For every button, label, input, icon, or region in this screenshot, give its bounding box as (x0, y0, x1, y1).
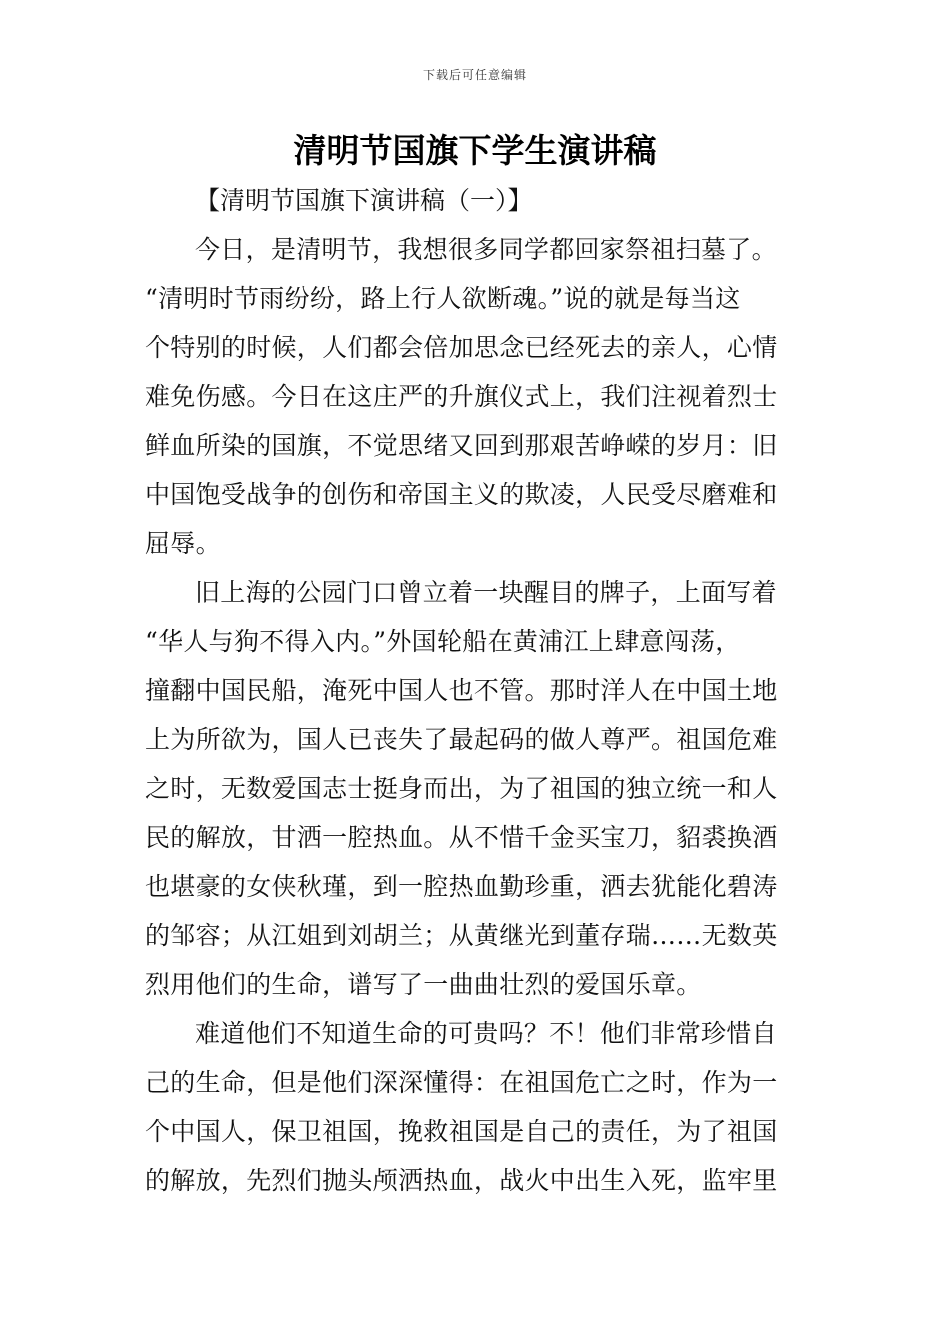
paragraph-3: 难道他们不知道生命的可贵吗？不！他们非常珍惜自 己的生命，但是他们深深懂得：在祖国危亡之时，作为一 个中国人，保卫祖国，挽救祖国是自己的责任，为了祖国 的解放，先烈们抛头颅洒热血，战火中出生入死，监牢里 (145, 1019, 778, 1195)
document-title: 清明节国旗下学生演讲稿 (293, 131, 657, 170)
paragraph-1: 今日，是清明节，我想很多同学都回家祭祖扫墓了。 “清明时节雨纷纷，路上行人欲断魂。”说的就是每当这 个特别的时候，人们都会倍加思念已经死去的亲人，心情 难免伤感。今日在这庄严的升旗仪式上，我们注视着烈士 鲜血所染的国旗，不觉思绪又回到那艰苦峥嵘的岁月：旧 中国饱受战争的创伤和帝国主义的欺凌，人民受尽磨难和 屈辱。 (145, 235, 778, 558)
paragraph-2: 旧上海的公园门口曾立着一块醒目的牌子，上面写着 “华人与狗不得入内。”外国轮船在黄浦江上肆意闯荡， 撞翻中国民船，淹死中国人也不管。那时洋人在中国土地 上为所欲为，国人已丧失了最起码的做人尊严。祖国危难 之时，无数爱国志士挺身而出，为了祖国的独立统一和人 民的解放，甘洒一腔热血。从不惜千金买宝刀，貂裘换酒 也堪豪的女侠秋瑾，到一腔热血勤珍重，洒去犹能化碧涛 的邹容；从江姐到刘胡兰；从黄继光到董存瑞……无数英 烈用他们的生命，谱写了一曲曲壮烈的爱国乐章。 (145, 578, 778, 999)
header-note: 下载后可任意编辑 (422, 68, 527, 82)
document-body (145, 176, 807, 1205)
section-heading: 【清明节国旗下演讲稿（一）】 (195, 186, 533, 215)
